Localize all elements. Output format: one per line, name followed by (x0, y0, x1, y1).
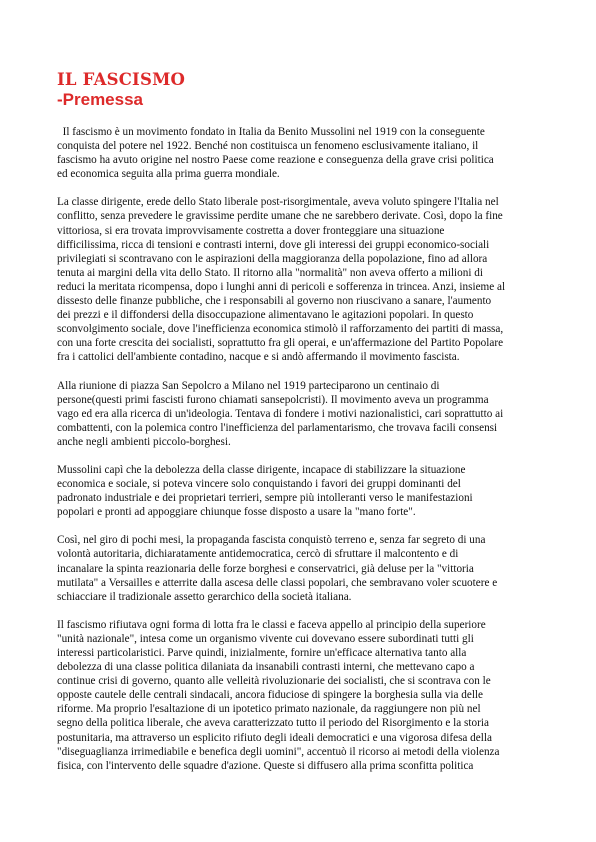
text-line: fisica, con l'intervento delle squadre d'azione. Queste si diffusero alla prima sconfitta politica (57, 759, 474, 772)
paragraph (57, 463, 544, 519)
text-line: fascismo ha avuto origine nel nostro Paese come reazione e conseguenza della grave crisi politica (57, 154, 494, 167)
text-line: Il fascismo è un movimento fondato in Italia da Benito Mussolini nel 1919 con la conseguente (57, 126, 485, 138)
text-line: schiacciare il tradizionale assetto gerarchico della società italiana. (57, 590, 352, 603)
text-line: Il fascismo rifiutava ogni forma di lotta fra le classi e faceva appello al principio della superiore (57, 618, 486, 631)
text-line: vittoriosa, si era trovata improvvisamente costretta a dover fronteggiare una situazione (57, 224, 445, 237)
text-line: reduci la meritata ricompensa, dopo i lunghi anni di pericoli e sofferenza in trincea. Anzi, insieme al (57, 280, 506, 293)
paragraph (57, 125, 544, 181)
text-line: conflitto, senza prevedere le gravissime perdite umane che ne sarebbero derivate. Così, dopo la fine (57, 210, 503, 223)
text-line: padronato industriale e dei proprietari terrieri, sempre più intolleranti verso le manifestazioni (57, 492, 473, 505)
text-line: interessi particolaristici. Parve quindi, inizialmente, fornire un'efficace alternativa tanto alla (57, 647, 467, 659)
text-line: privilegiati si scontravano con le aspirazioni della maggioranza della popolazione, fino ad allora (57, 252, 488, 265)
text-line: persone(questi primi fascisti furono chiamati sansepolcristi). Il movimento aveva un programma (57, 393, 489, 406)
text-line: "unità nazionale", intesa come un organismo vivente cui dovevano essere subordinati tutti gli (57, 632, 474, 645)
text-line: vago ed era alla ricerca di un'ideologia. Tentava di fondere i motivi nazionalistici, cari soprattutto ai (57, 407, 504, 420)
paragraph (57, 533, 544, 603)
text-line: ed economica seguita alla prima guerra mondiale. (57, 168, 280, 181)
text-line: segno della politica liberale, che aveva caratterizzato tutto il periodo del Risorgimento e la storia (57, 717, 489, 730)
document-subtitle: -Premessa (57, 90, 144, 109)
text-line: incanalare la spinta reazionaria delle forze borghesi e conservatrici, già deluse per la "vittoria (57, 562, 474, 575)
document-title: IL FASCISMO (57, 70, 186, 89)
text-line: debolezza di una classe politica dilaniata da insanabili contrasti interni, che mettevano capo a (57, 661, 475, 674)
text-line: combattenti, con la polemica contro l'inefficienza del parlamentarismo, che trovava facili consensi (57, 421, 498, 434)
text-line: Così, nel giro di pochi mesi, la propaganda fascista conquistò terreno e, senza far segreto di una (57, 534, 486, 547)
text-line: Mussolini capì che la debolezza della classe dirigente, incapace di stabilizzare la situazione (57, 463, 466, 476)
text-line: mutilata" a Versailles e atterrite dalla ascesa delle classi popolari, che sembravano voler scuotere e (57, 576, 498, 589)
document-body (57, 125, 544, 773)
text-line: Alla riunione di piazza San Sepolcro a Milano nel 1919 parteciparono un centinaio di (57, 379, 440, 392)
text-line: economica e sociale, si poteva vincere solo conquistando i favori dei gruppi dominanti del (57, 478, 461, 491)
text-line: tenuta ai margini della vita dello Stato. Il ritorno alla "normalità" non aveva offerto a milioni di (57, 266, 483, 279)
text-line: dei prezzi e il diffondersi della disoccupazione alimentavano le agitazioni popolari. In questo (57, 309, 474, 322)
text-line: opposte cautele delle centrali sindacali, ancora fiduciose di spingere la borghesia sulla via delle (57, 689, 483, 702)
text-line: conquista del potere nel 1922. Benché non costituisca un fenomeno esclusivamente italiano, il (57, 140, 479, 153)
text-line: continue crisi di governo, quanto alle velleità rivoluzionarie dei socialisti, che si scontrava con le (57, 675, 491, 688)
text-line: postunitaria, ma attraverso un esplicito rifiuto degli ideali democratici e una vigorosa difesa della (57, 731, 492, 744)
paragraph (57, 618, 544, 773)
text-line: volontà autoritaria, dichiaratamente antidemocratica, cercò di sfruttare il malcontento e di (57, 548, 459, 561)
text-line: riforme. Ma proprio l'esaltazione di un ipotetico primato nazionale, da raggiungere non più nel (57, 703, 481, 716)
text-line: "diseguaglianza irrimediabile e benefica degli uomini", accentuò il ricorso ai metodi della violenza (57, 745, 500, 758)
text-line: con una forte crescita dei socialisti, soprattutto fra gli operai, e un'affermazione del Partito Popolare (57, 337, 504, 350)
text-line: dissesto delle finanze pubbliche, che i responsabili al governo non riuscivano a sanare, l'aumento (57, 295, 492, 308)
text-line: popolari e pronti ad appoggiare chiunque fosse disposto a usare la "mano forte". (57, 506, 416, 519)
text-line: fra i cattolici dell'ambiente contadino, nacque e si andò affermando il movimento fascista. (57, 351, 460, 364)
text-line: sconvolgimento sociale, dove l'inefficienza economica stimolò il rafforzamento dei partiti di massa, (57, 323, 504, 336)
text-line: anche negli ambienti piccolo-borghesi. (57, 435, 231, 448)
paragraph (57, 195, 544, 364)
text-line: difficilissima, ricca di tensioni e contrasti interni, dove gli interessi dei gruppi economico-sociali (57, 238, 490, 251)
text-line: La classe dirigente, erede dello Stato liberale post-risorgimentale, aveva voluto spingere l'Italia nel (57, 196, 499, 209)
paragraph (57, 379, 544, 449)
